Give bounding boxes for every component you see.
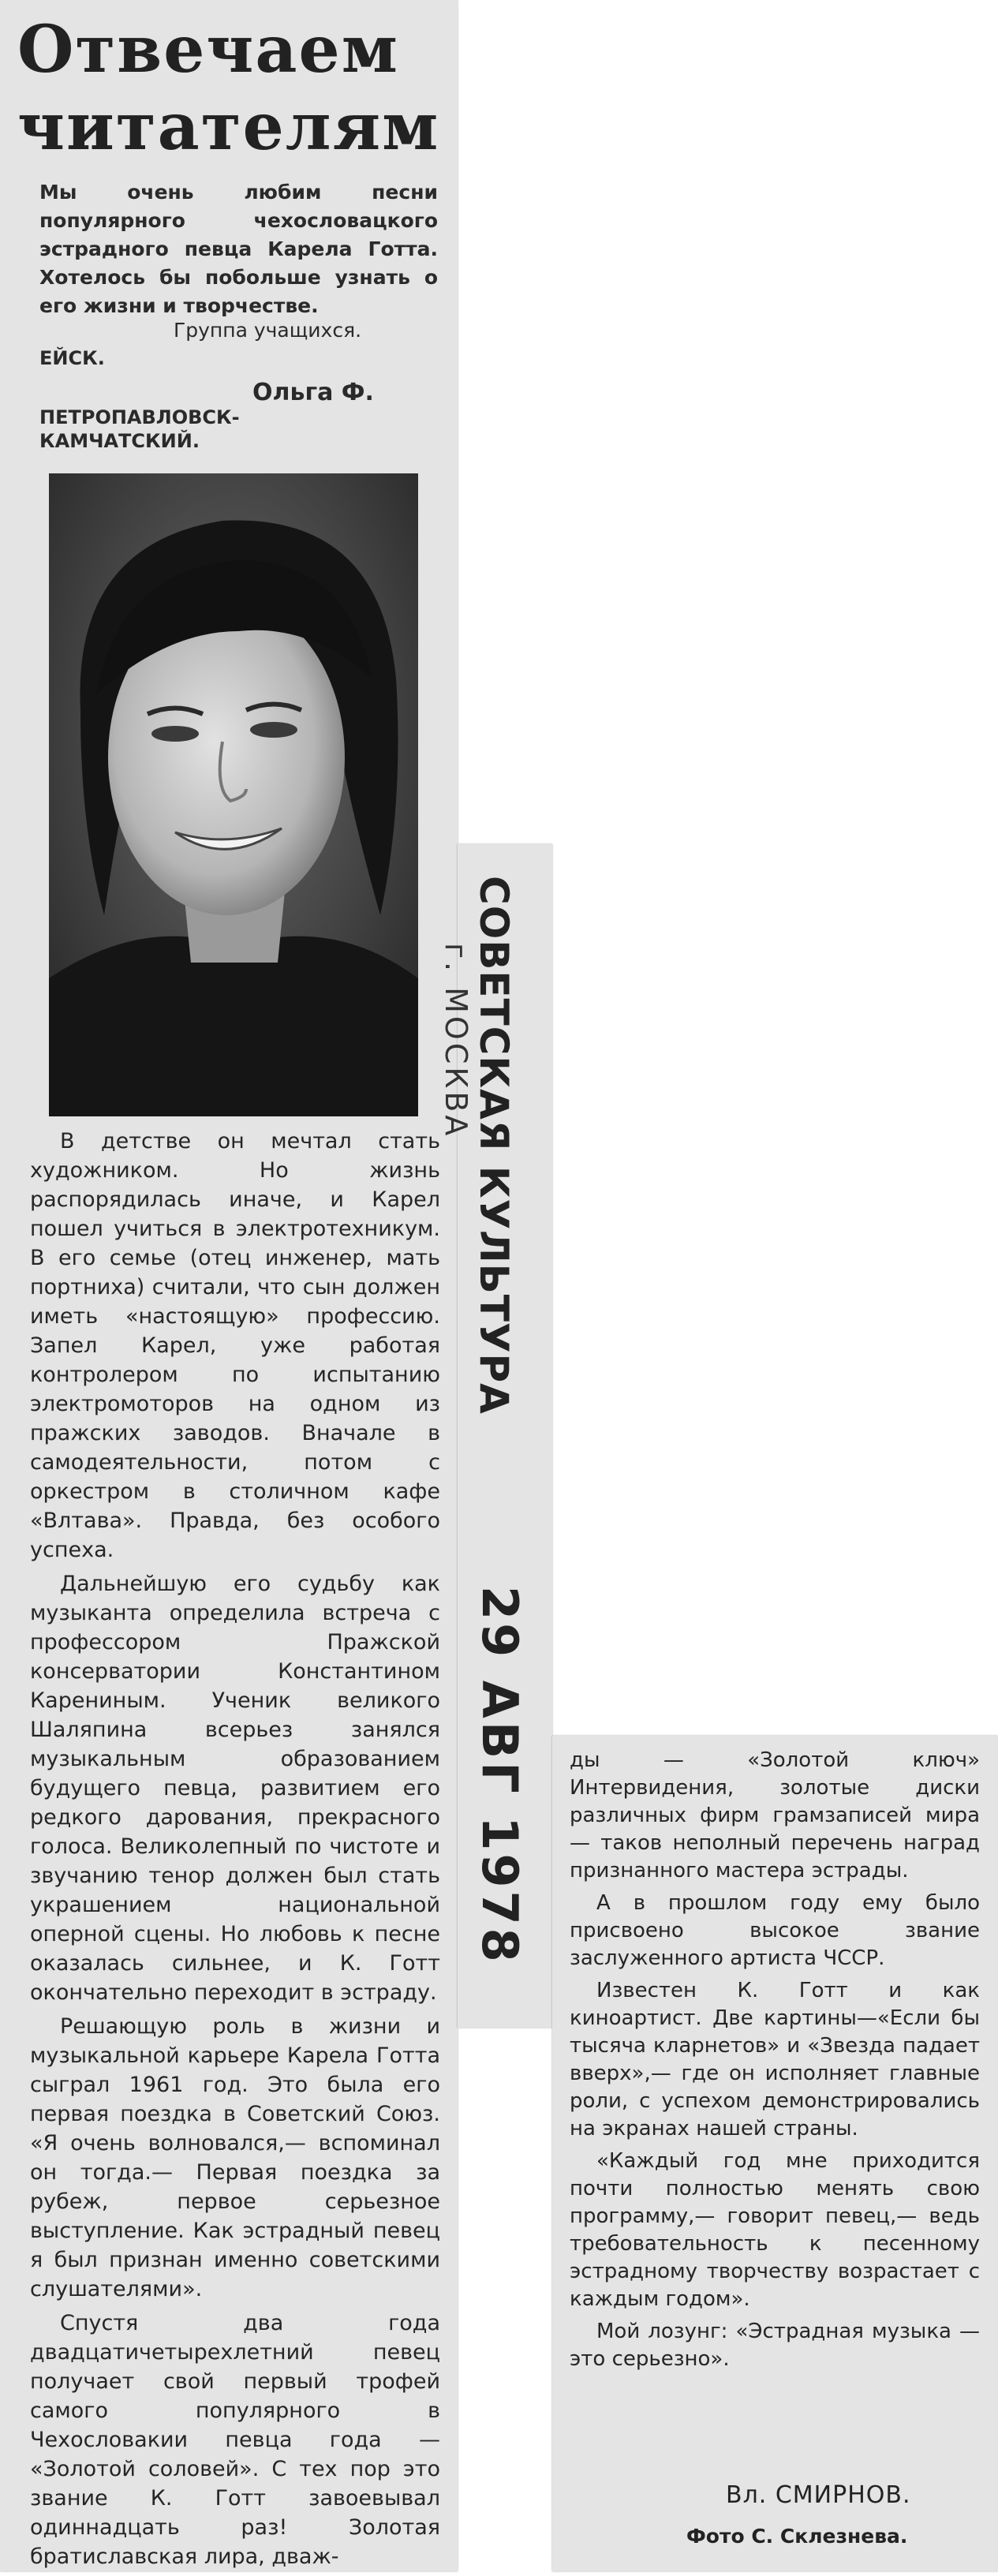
clipping-continuation-column xyxy=(552,1736,998,2571)
article-heading xyxy=(17,11,443,166)
article-paragraph: Известен К. Готт и как киноартист. Две картины—«Если бы тысяча кларнетов» и «Звезда падает вверх»,— где он исполняет главные роли, с успехом демонстрировались на экранах нашей страны. xyxy=(570,1979,980,2140)
newspaper-stamp-strip xyxy=(439,844,552,2028)
author-name: Вл. СМИРНОВ. xyxy=(726,2481,911,2509)
newspaper-masthead: СОВЕТСКАЯ КУЛЬТУРА xyxy=(471,876,517,1415)
date-stamp: 29 АВГ 1978 xyxy=(471,1586,529,1965)
signature-students: Группа учащихся. xyxy=(174,319,362,342)
signature-olga: Ольга Ф. xyxy=(252,379,374,406)
article-body-right xyxy=(570,1747,980,2378)
photo-credit: Фото С. Склезнева. xyxy=(686,2525,908,2548)
article-paragraph: ды — «Золотой ключ» Интервидения, золотые диски различных фирм грамзаписей мира — таков неполный перечень наград признанного мастера эстрады. xyxy=(570,1748,980,1882)
clipping-main-column xyxy=(0,0,458,2571)
article-body-left xyxy=(30,1127,440,2576)
article-paragraph: Спустя два года двадцатичетырехлетний певец получает свой первый трофей самого популярного в Чехословакии певца года — «Золотой соловей». С тех пор это звание К. Готт завоевывал одиннадцать раз! Золотая братиславская лира, дваж- xyxy=(30,2311,440,2569)
reader-question: Мы очень любим песни популярного чехословацкого эстрадного певца Карела Готта. Хотелось бы побольше узнать о его жизни и творчестве. xyxy=(39,181,438,317)
portrait-photo xyxy=(49,473,418,1116)
article-paragraph: Решающую роль в жизни и музыкальной карьере Карела Готта сыграл 1961 год. Это была его первая поездка в Советский Союз. «Я очень волновался,— вспоминал он тогда.— Первая поездка за рубеж, первое серьезное выступление. Как эстрадный певец я был признан именно советскими слушателями». xyxy=(30,2014,440,2301)
article-paragraph: Мой лозунг: «Эстрадная музыка — это серьезно». xyxy=(570,2320,980,2371)
city-yeysk: ЕЙСК. xyxy=(39,347,105,369)
heading-line-1: Отвечаем xyxy=(17,12,399,88)
heading-line-2: читателям xyxy=(17,89,440,165)
article-paragraph: А в прошлом году ему было присвоено высокое звание заслуженного артиста ЧССР. xyxy=(570,1891,980,1970)
article-paragraph: В детстве он мечтал стать художником. Но жизнь распорядилась иначе, и Карел пошел учиться в электротехникум. В его семье (отец инженер, мать портниха) считали, что сын должен иметь «настоящую» профессию. Запел Карел, уже работая контролером по испытанию электромоторов на одном из пражских заводов. Вначале в самодеятельности, потом с оркестром в столичном кафе «Влтава». Правда, без особого успеха. xyxy=(30,1129,440,1562)
newspaper-city: г. МОСКВА xyxy=(439,943,473,1139)
article-paragraph: «Каждый год мне приходится почти полностью менять свою программу,— говорит певец,— ведь требовательность к песенному эстрадному творчеству возрастает с каждым годом». xyxy=(570,2149,980,2311)
portrait-image xyxy=(49,473,418,1116)
city-petropavlovsk: ПЕТРОПАВЛОВСК-КАМЧАТСКИЙ. xyxy=(39,406,240,452)
article-paragraph: Дальнейшую его судьбу как музыканта определила встреча с профессором Пражской консерватории Константином Карениным. Ученик великого Шаляпина всерьез занялся музыкальным образованием будущего певца, развитием его редкого дарования, прекрасного голоса. Великолепный по чистоте и звучанию тенор должен был стать украшением национальной оперной сцены. Но любовь к песне оказалась сильнее, и К. Готт окончательно переходит в эстраду. xyxy=(30,1572,440,2005)
